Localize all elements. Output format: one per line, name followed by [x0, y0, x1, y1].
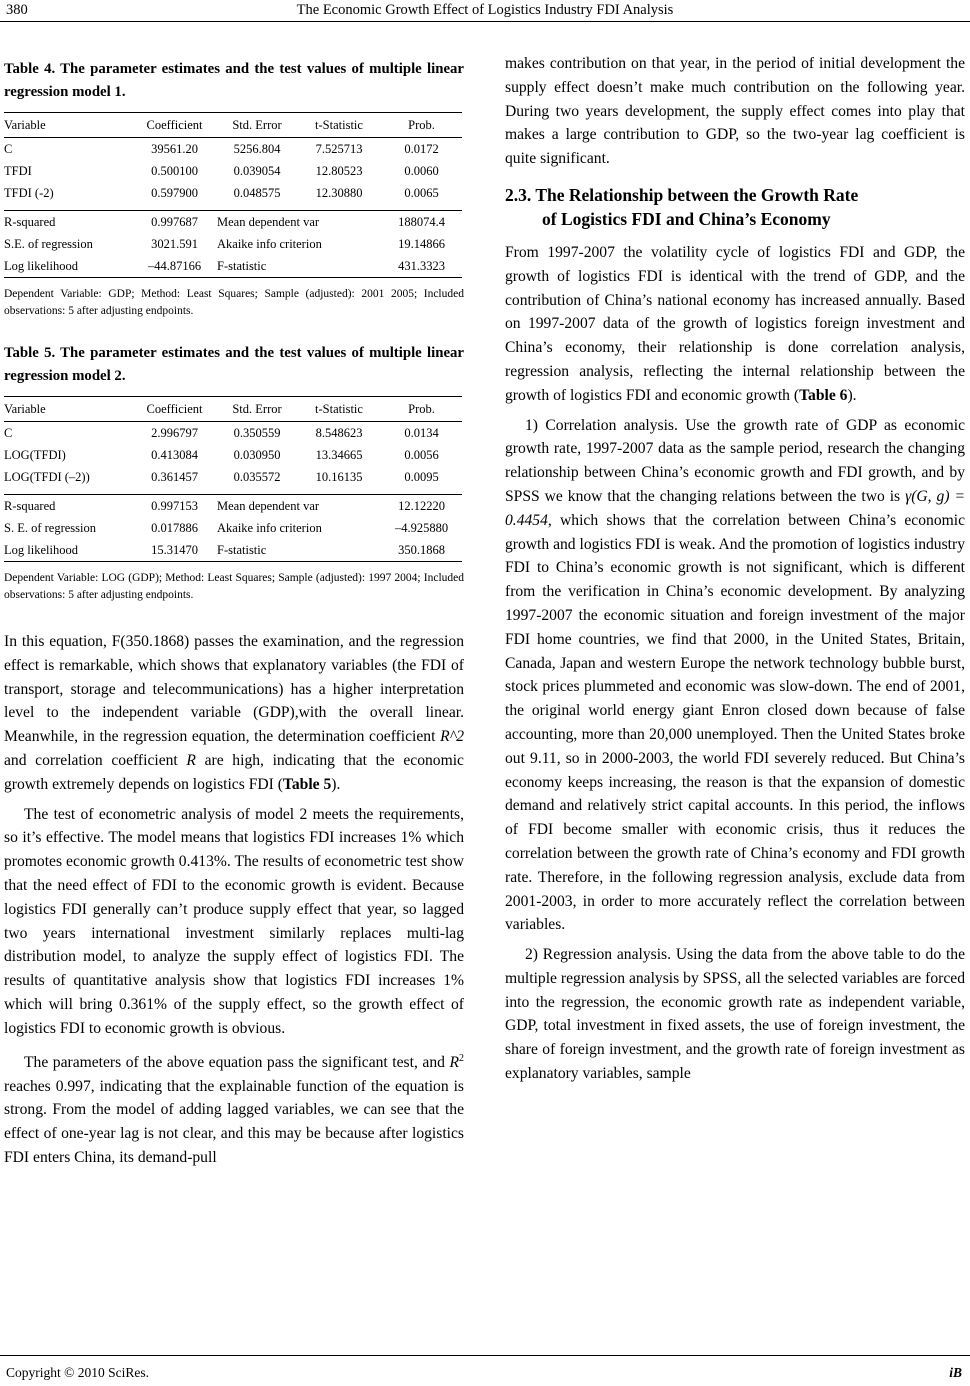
table-cell: R-squared: [4, 495, 132, 518]
table-cell: 12.30880: [315, 185, 363, 200]
table-row: [4, 444, 462, 466]
table-cell: 0.0134: [404, 425, 439, 440]
text-run: ).: [331, 775, 341, 793]
table-cell: Akaike info criterion: [217, 520, 322, 535]
table-cell: 0.997153: [132, 495, 217, 518]
math-r: R: [449, 1053, 459, 1071]
column-header: Variable: [4, 397, 132, 422]
table-cell: Log likelihood: [4, 539, 132, 562]
table-row: [4, 466, 462, 488]
section-title-line1: The Relationship between the Growth Rate: [535, 184, 859, 205]
table-cell: 0.413084: [151, 447, 198, 462]
table-cell: Log likelihood: [4, 255, 132, 278]
running-title: The Economic Growth Effect of Logistics Industry FDI Analysis: [296, 2, 674, 18]
page-header: [0, 0, 970, 22]
body-paragraph: [505, 241, 965, 408]
table-cell: 7.525713: [315, 141, 363, 156]
table-cell: TFDI (-2): [4, 185, 54, 200]
table-cell: F-statistic: [217, 255, 381, 278]
table-cell: 12.12220: [381, 495, 462, 518]
column-header: t-Statistic: [297, 113, 381, 138]
table-stats-row: [4, 211, 462, 234]
table-cell: –4.925880: [394, 520, 449, 535]
text-run: , which shows that the correlation between China’s economic growth and logistics FDI is weak. And the promotion of logistics industry FDI to China’s economic growth is not significant, which is different from the verification in China’s economic development. By analyzing 1997-2007 the economic situation and foreign investment of the major FDI home countries, we find that 2000, in the United States, Britain, Canada, Japan and western Europe the network technology bubble burst, stock prices plummeted and economic was slow-down. The end of 2001, the original world energy giant Enron closed down because of false accounting, more than 20,000 unemployed. Then the United States broke out 9.11, so in 2000-2003, the world FDI severely reduced. But China’s economy keeps increasing, the reason is that the expansion of domestic demand and relatively strict capital accounts. In this period, the inflows of FDI become smaller with economic crisis, thus it reduces the correlation between the growth rate of China’s economy and FDI growth rate. Therefore, in the following regression analysis, exclude data from 2001-2003, in order to more accurately reflect the correlation between variables.: [505, 511, 965, 934]
table5: [4, 396, 462, 562]
table-stats-row: [4, 233, 462, 255]
table-cell: 0.0056: [404, 447, 439, 462]
right-column: [505, 52, 965, 1086]
table4: [4, 112, 462, 278]
table-cell: –44.87166: [132, 255, 217, 278]
body-paragraph: [505, 414, 965, 938]
table5-note: Dependent Variable: LOG (GDP); Method: Least Squares; Sample (adjusted): 1997 2004; Included observations: 5 after adjusting endpoints.: [4, 572, 464, 601]
footer-rule: [0, 1355, 970, 1356]
table-row: [4, 182, 462, 204]
table-cell: 0.035572: [233, 469, 281, 484]
body-paragraph: [4, 1047, 464, 1170]
text-run: The parameters of the above equation pass the significant test, and: [24, 1053, 450, 1071]
table-reference: Table 5: [282, 775, 332, 793]
table-row: [4, 160, 462, 182]
column-header: Coefficient: [132, 113, 217, 138]
table-cell: F-statistic: [217, 539, 381, 562]
table-cell: 10.16135: [315, 469, 363, 484]
table-cell: 0.039054: [233, 163, 281, 178]
column-header: Coefficient: [132, 397, 217, 422]
table-cell: 0.350559: [233, 425, 281, 440]
table-cell: S. E. of regression: [4, 520, 96, 535]
table-cell: TFDI: [4, 163, 32, 178]
table-stats-row: [4, 539, 462, 562]
text-run: 1) Correlation analysis. Use the growth rate of GDP as economic growth rate, 1997-2007 data as the sample period, research the changing relationship between China’s economic growth and FDI growth, and by SPSS we know that the changing relations between the two is: [505, 416, 965, 505]
table-cell: 0.0095: [404, 469, 439, 484]
body-paragraph: 2) Regression analysis. Using the data from the above table to do the multiple regression analysis by SPSS, all the selected variables are forced into the regression, the economic growth rate as independent variable, GDP, total investment in fixed assets, the use of foreign investment, the share of foreign investment, and the growth rate of foreign investment as explanatory variables, sample: [505, 946, 965, 1083]
table-cell: Mean dependent var: [217, 211, 381, 234]
table-row: [4, 138, 462, 161]
table-cell: 13.34665: [315, 447, 363, 462]
section-number: 2.3.: [505, 184, 532, 205]
column-header: Prob.: [381, 397, 462, 422]
table4-note: Dependent Variable: GDP; Method: Least Squares; Sample (adjusted): 2001 2005; Included observations: 5 after adjusting endpoints.: [4, 288, 464, 317]
body-paragraph: makes contribution on that year, in the period of initial development the supply effect doesn’t make much contribution on the following year. During two years development, the supply effect comes into play that makes a large contribution to GDP, so the two-year lag coefficient is quite significant.: [505, 55, 965, 168]
table-cell: 0.361457: [151, 469, 198, 484]
table-cell: 0.048575: [233, 185, 281, 200]
table-cell: 0.0172: [404, 141, 439, 156]
table-cell: 12.80523: [315, 163, 363, 178]
table-cell: 8.548623: [315, 425, 363, 440]
math-correlation: γ(G, g) = 0.4454: [505, 487, 965, 529]
body-paragraph: [4, 630, 464, 797]
table-cell: LOG(TFDI (–2)): [4, 469, 90, 484]
left-column: [4, 52, 464, 1170]
text-run: In this equation, F(350.1868) passes the examination, and the regression effect is remarkable, which shows that explanatory variables (the FDI of transport, storage and telecommunications) has a higher interpretation level to the independent variable (GDP),with the overall linear. Meanwhile, in the regression equation, the determination coefficient: [4, 633, 464, 746]
text-run: From 1997-2007 the volatility cycle of logistics FDI and GDP, the growth of logistics FDI is identical with the trend of GDP, and the contribution of China’s national economy has increased annually. Based on 1997-2007 data of the growth of logistics foreign investment and China’s economy, their relationship is done correlation analysis, regression analysis, reflecting the internal relationship between the growth of logistics FDI and economic growth (: [505, 243, 965, 404]
table-cell: 39561.20: [151, 141, 198, 156]
column-header: t-Statistic: [297, 397, 381, 422]
table-header-row: [4, 397, 462, 422]
text-run: ).: [847, 386, 857, 404]
table-cell: 350.1868: [381, 539, 462, 562]
table-stats-row: [4, 255, 462, 278]
column-header: Std. Error: [217, 113, 297, 138]
section-heading: [505, 183, 965, 231]
column-header: Prob.: [381, 113, 462, 138]
table-cell: 188074.4: [381, 211, 462, 234]
table-cell: 431.3323: [381, 255, 462, 278]
table-cell: LOG(TFDI): [4, 447, 66, 462]
table4-caption: Table 4. The parameter estimates and the test values of multiple linear regression model 1.: [4, 61, 464, 100]
table-cell: Mean dependent var: [217, 495, 381, 518]
body-paragraph: The test of econometric analysis of model 2 meets the requirements, so it’s effective. The model means that logistics FDI increases 1% which promotes economic growth 0.413%. The results of econometric test show that the need effect of FDI to the economic growth is evident. Because logistics FDI generally can’t produce supply effect that year, so lagged two years international investment similarly replaces multi-lag distribution model, to analyze the supply effect of logistics FDI. The results of quantitative analysis show that logistics FDI increases 1% which will bring 0.361% of the supply effect, so the growth effect of logistics FDI to economic growth is obvious.: [4, 805, 464, 1037]
table-stats-row: [4, 517, 462, 539]
section-title-line2: of Logistics FDI and China’s Economy: [542, 208, 831, 229]
copyright: Copyright © 2010 SciRes.: [6, 1365, 150, 1380]
text-run: are high, indicating that the economic growth extremely depends on logistics FDI (: [4, 751, 464, 793]
column-header: Std. Error: [217, 397, 297, 422]
table-cell: S.E. of regression: [4, 236, 93, 251]
table-cell: 0.597900: [151, 185, 198, 200]
table-header-row: [4, 113, 462, 138]
math-r: R: [186, 751, 196, 769]
table-row: [4, 422, 462, 445]
table5-caption: Table 5. The parameter estimates and the test values of multiple linear regression model 2.: [4, 345, 464, 384]
table-cell: 0.0060: [404, 163, 439, 178]
table-cell: 0.030950: [233, 447, 281, 462]
table-stats-row: [4, 495, 462, 518]
header-rule: [0, 21, 970, 22]
text-run: and correlation coefficient: [4, 751, 187, 769]
text-run: reaches 0.997, indicating that the explainable function of the equation is strong. From the model of adding lagged variables, we can see that the effect of one-year lag is not clear, and this may be because after logistics FDI enters China, its demand-pull: [4, 1077, 464, 1166]
table-cell: 2.996797: [151, 425, 198, 440]
page-footer: [0, 1355, 970, 1386]
math-r-squared: R^2: [440, 728, 464, 746]
table-cell: C: [4, 141, 13, 156]
column-header: Variable: [4, 113, 132, 138]
journal-abbrev: iB: [949, 1365, 962, 1380]
table-reference: Table 6: [799, 386, 848, 404]
table-cell: C: [4, 425, 13, 440]
table-cell: 19.14866: [398, 236, 445, 251]
table-cell: 3021.591: [151, 236, 198, 251]
table-cell: 0.997687: [132, 211, 217, 234]
table-cell: R-squared: [4, 211, 132, 234]
math-superscript: 2: [459, 1052, 464, 1064]
table-cell: 0.500100: [151, 163, 198, 178]
table-cell: 5256.804: [233, 141, 281, 156]
table-cell: Akaike info criterion: [217, 236, 322, 251]
table-cell: 0.017886: [151, 520, 198, 535]
table-cell: 15.31470: [132, 539, 217, 562]
page-number: 380: [6, 2, 28, 18]
table-cell: 0.0065: [404, 185, 439, 200]
